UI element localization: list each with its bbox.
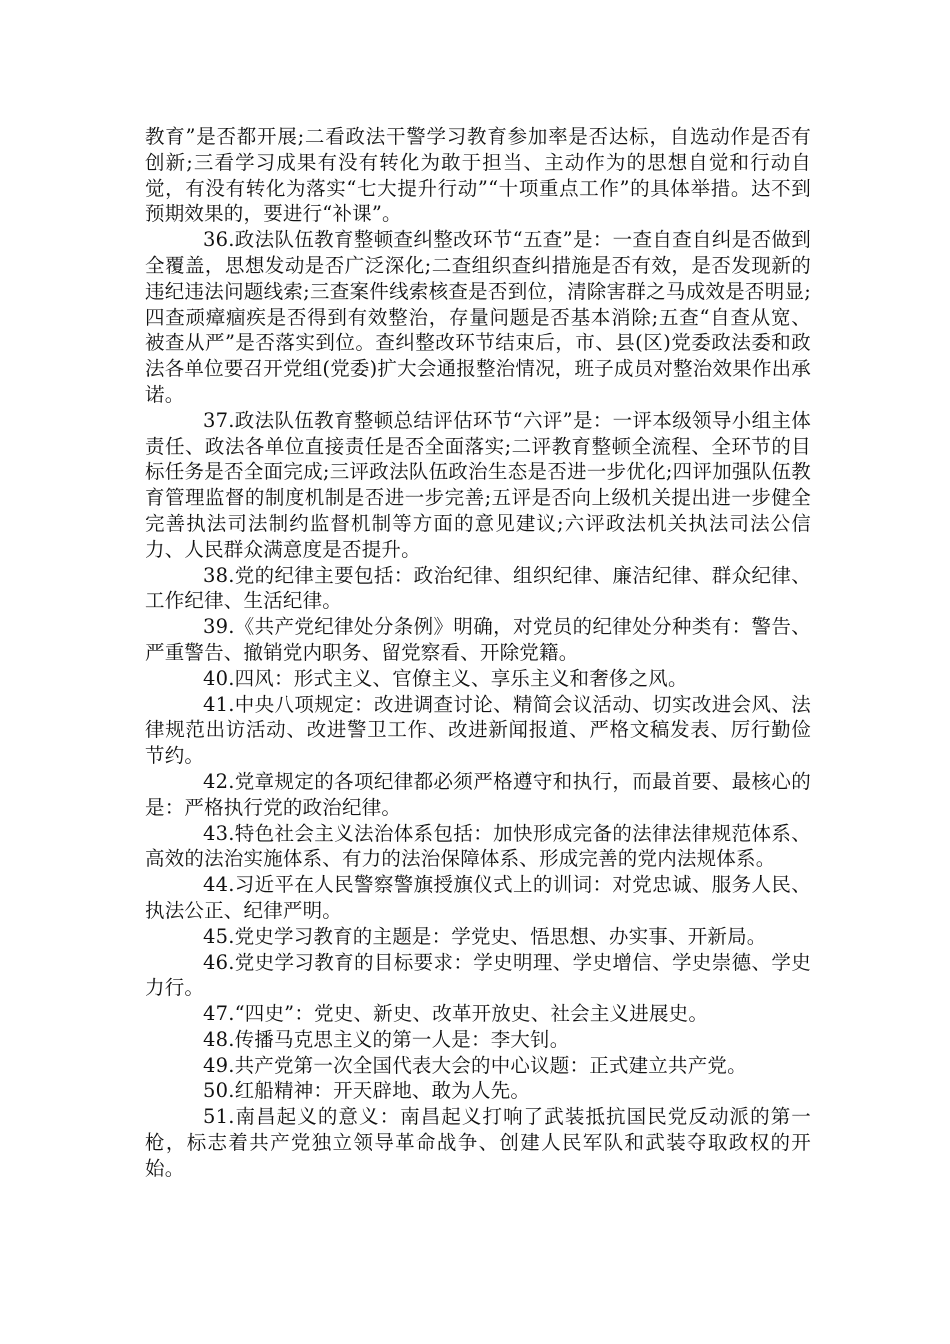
paragraph-item-38: 38.党的纪律主要包括：政治纪律、组织纪律、廉洁纪律、群众纪律、工作纪律、生活纪律。 bbox=[145, 563, 811, 613]
paragraph-item-41: 41.中央八项规定：改进调查讨论、精简会议活动、切实改进会风、法律规范出访活动、改进警卫工作、改进新闻报道、严格文稿发表、厉行勤俭节约。 bbox=[145, 692, 811, 768]
paragraph-item-39: 39.《共产党纪律处分条例》明确，对党员的纪律处分种类有：警告、严重警告、撤销党内职务、留党察看、开除党籍。 bbox=[145, 615, 811, 664]
paragraph-item-51: 51.南昌起义的意义：南昌起义打响了武装抵抗国民党反动派的第一枪，标志着共产党独立领导革命战争、创建人民军队和武装夺取政权的开始。 bbox=[145, 1105, 811, 1180]
paragraph-item-45: 45.党史学习教育的主题是：学党史、悟思想、办实事、开新局。 bbox=[203, 924, 767, 948]
paragraph-item-37: 37.政法队伍教育整顿总结评估环节“六评”是：一评本级领导小组主体责任、政法各单位直接责任是否全面落实;二评教育整顿全流程、全环节的目标任务是否全面完成;三评政法队伍政治生态是否进一步优化;四评加强队伍教育管理监督的制度机制是否进一步完善;五评是否向上级机关提出进一步健全完善执法司法制约监督机制等方面的意见建议;六评政法机关执法司法公信力、人民群众满意度是否提升。 bbox=[145, 408, 811, 561]
paragraph-item-42: 42.党章规定的各项纪律都必须严格遵守和执行，而最首要、最核心的是：严格执行党的政治纪律。 bbox=[145, 769, 811, 819]
paragraph-item-47: 47.“四史”：党史、新史、改革开放史、社会主义进展史。 bbox=[203, 1002, 709, 1026]
paragraph-item-36: 36.政法队伍教育整顿查纠整改环节“五查”是：一查自查自纠是否做到全覆盖，思想发动是否广泛深化;二查组织查纠措施是否有效，是否发现新的违纪违法问题线索;三查案件线索核查是否到位，清除害群之马成效是否明显;四查顽瘴痼疾是否得到有效整治，存量问题是否基本消除;五查“自查从宽、被查从严”是否落实到位。查纠整改环节结束后，市、县(区)党委政法委和政法各单位要召开党组(党委)扩大会通报整治情况，班子成员对整治效果作出承诺。 bbox=[145, 228, 811, 406]
paragraph-item-44: 44.习近平在人民警察警旗授旗仪式上的训词：对党忠诚、服务人民、执法公正、纪律严明。 bbox=[145, 873, 811, 922]
paragraph-item-48: 48.传播马克思主义的第一人是：李大钊。 bbox=[203, 1027, 570, 1051]
paragraph-item-46: 46.党史学习教育的目标要求：学史明理、学史增信、学史崇德、学史力行。 bbox=[145, 950, 811, 1000]
paragraph-item-40: 40.四风：形式主义、官僚主义、享乐主义和奢侈之风。 bbox=[203, 666, 688, 690]
paragraph-item-49: 49.共产党第一次全国代表大会的中心议题：正式建立共产党。 bbox=[203, 1053, 747, 1077]
paragraph-item-50: 50.红船精神：开天辟地、敢为人先。 bbox=[203, 1079, 531, 1103]
document-page bbox=[145, 124, 811, 1182]
paragraph-item-43: 43.特色社会主义法治体系包括：加快形成完备的法律法律规范体系、高效的法治实施体系、有力的法治保障体系、形成完善的党内法规体系。 bbox=[145, 821, 811, 871]
paragraph-continuation: 教育”是否都开展;二看政法干警学习教育参加率是否达标，自选动作是否有创新;三看学习成果有没有转化为敢于担当、主动作为的思想自觉和行动自觉，有没有转化为落实“七大提升行动”“十项重点工作”的具体举措。达不到预期效果的，要进行“补课”。 bbox=[145, 125, 811, 226]
